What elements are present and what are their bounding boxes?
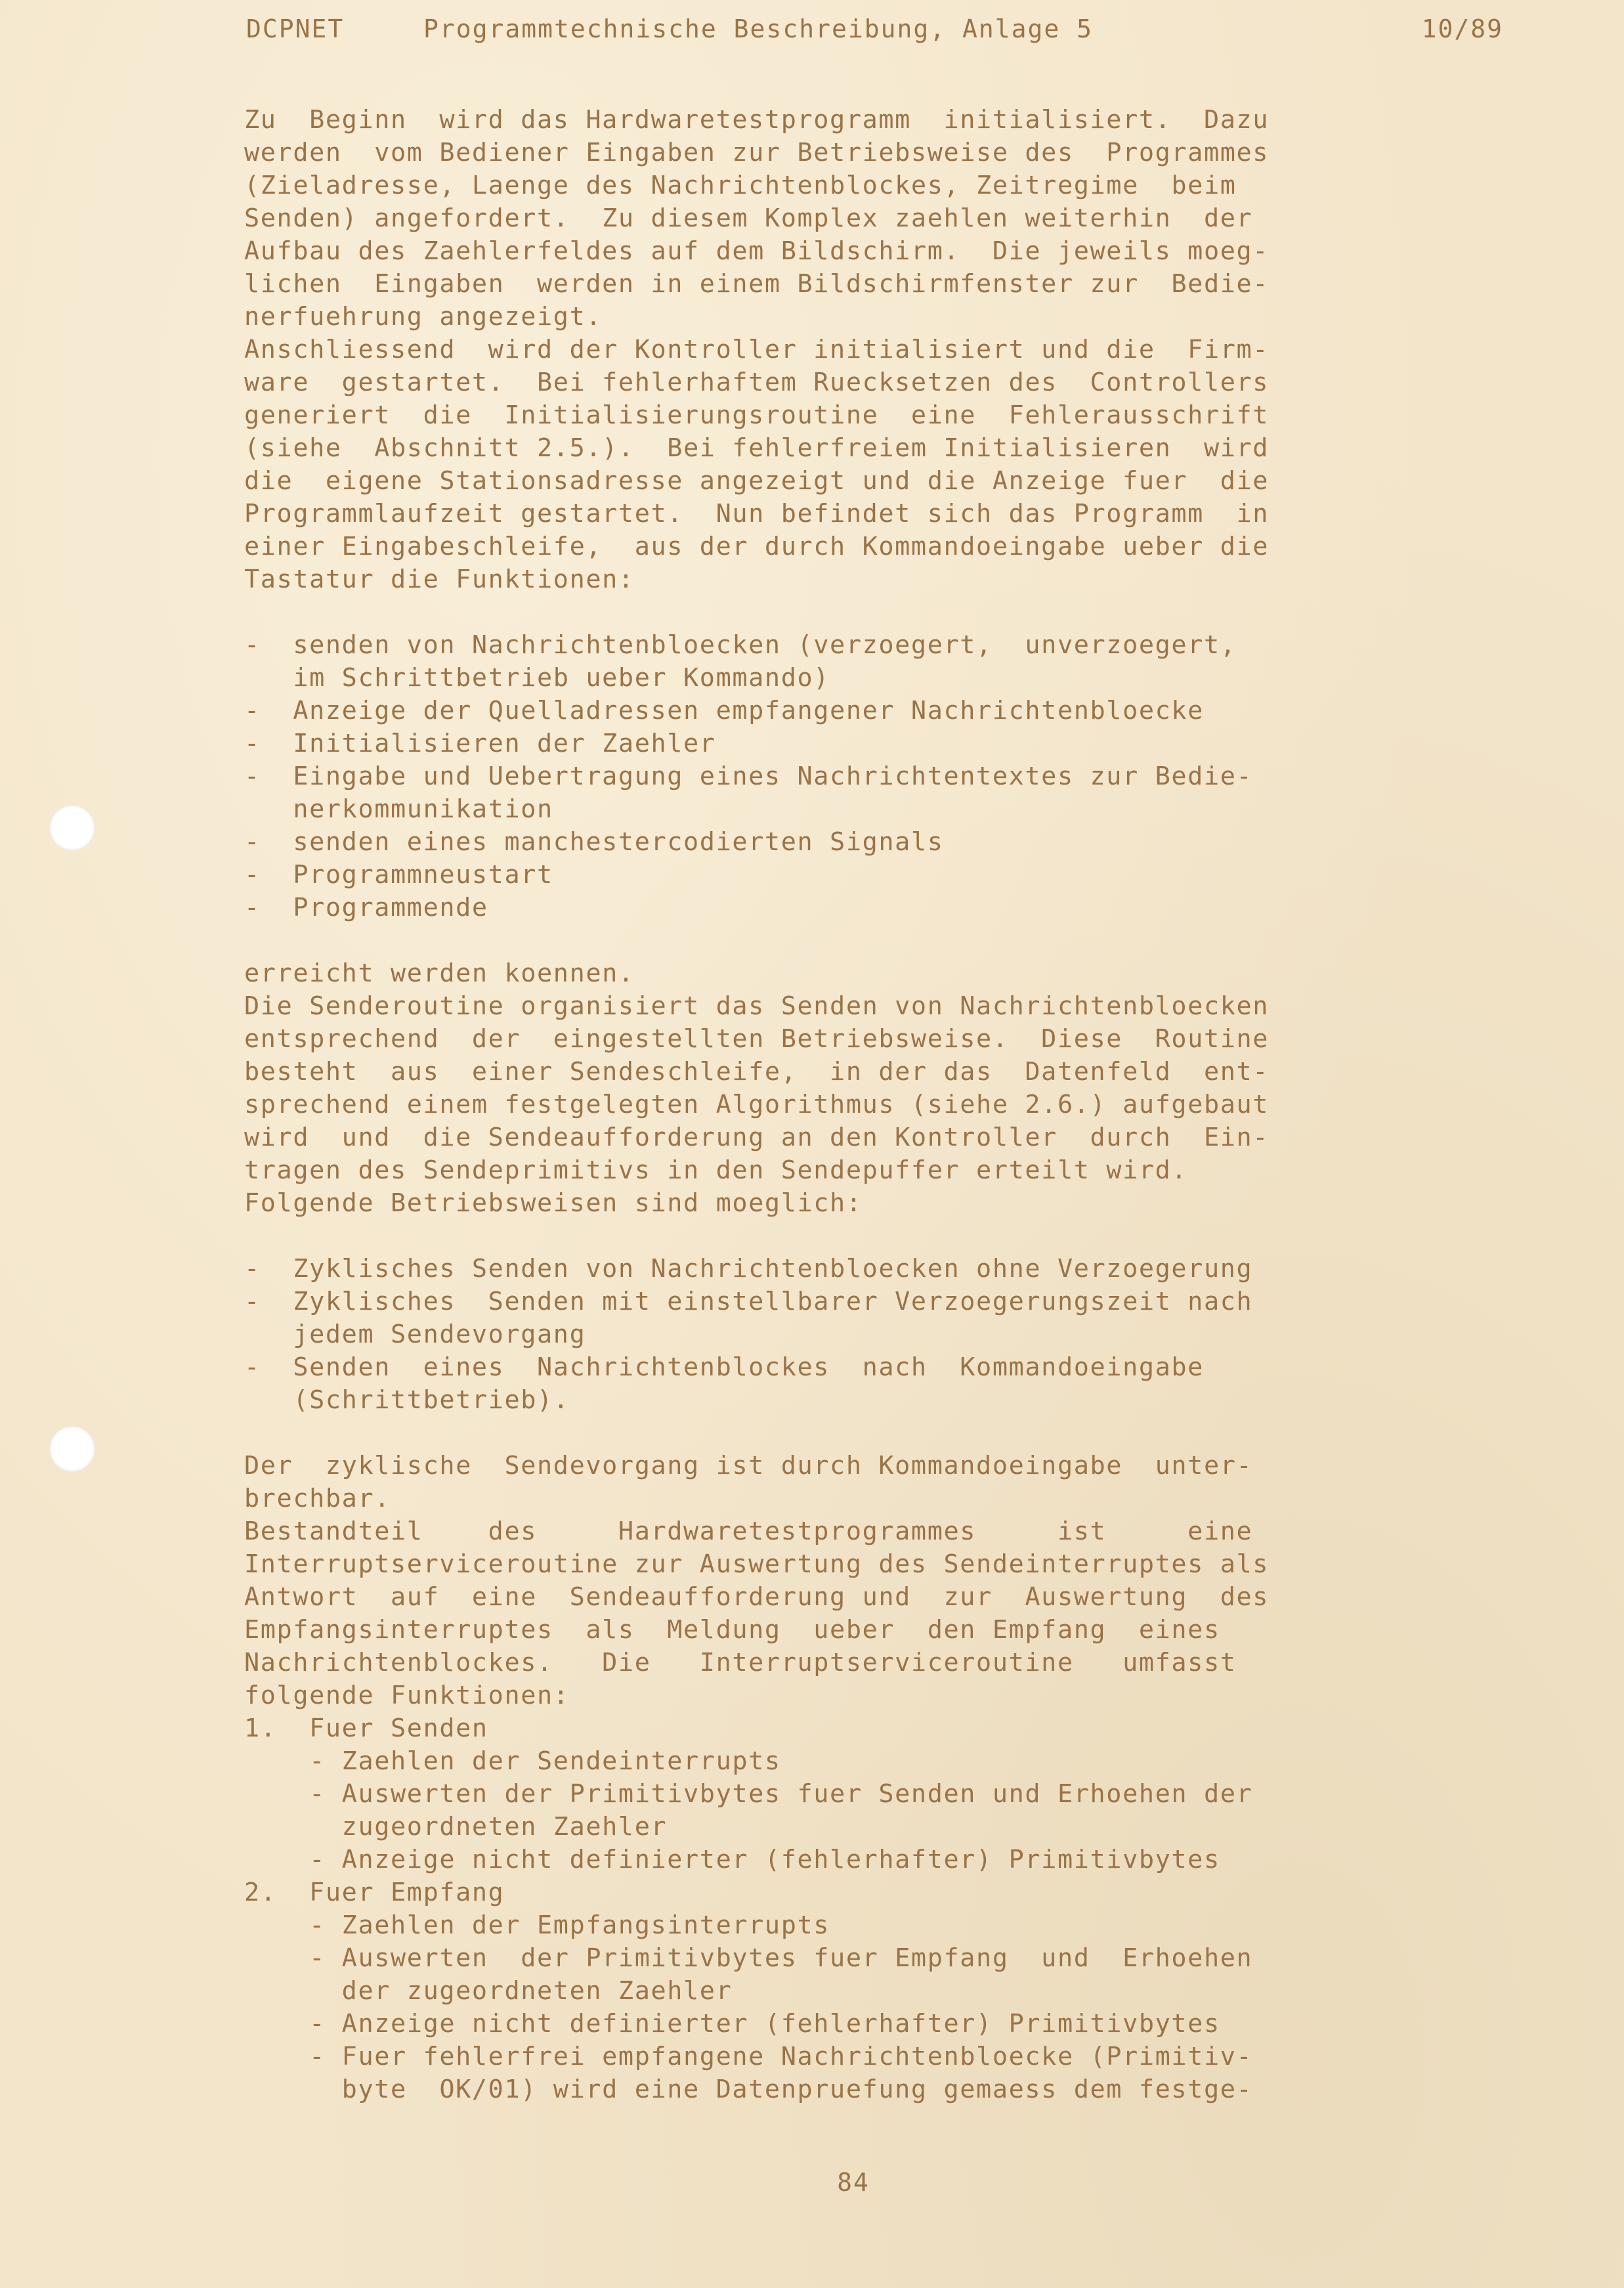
text-line: - Zaehlen der Empfangsinterrupts [244, 1910, 830, 1940]
header-document-title: Programmtechnische Beschreibung, Anlage 5 [423, 14, 1093, 43]
text-line: zugeordneten Zaehler [244, 1812, 668, 1842]
text-line: (Schrittbetrieb). [244, 1385, 570, 1415]
page-number: 84 [837, 2168, 870, 2197]
text-line: - Programmneustart [244, 860, 553, 890]
text-line: Nachrichtenblockes. Die Interruptserviceroutine umfasst [244, 1648, 1237, 1677]
text-line: - Zyklisches Senden von Nachrichtenbloecken ohne Verzoegerung [244, 1254, 1253, 1284]
text-line: wird und die Sendeaufforderung an den Kontroller durch Ein- [244, 1123, 1270, 1152]
text-line: - Zyklisches Senden mit einstellbarer Verzoegerungszeit nach [244, 1287, 1253, 1316]
text-line: Interruptserviceroutine zur Auswertung des Sendeinterruptes als [244, 1549, 1270, 1579]
text-line: werden vom Bediener Eingaben zur Betriebsweise des Programmes [244, 138, 1270, 167]
text-line: - Auswerten der Primitivbytes fuer Senden und Erhoehen der [244, 1779, 1253, 1809]
text-line: 2. Fuer Empfang [244, 1878, 505, 1907]
text-line: sprechend einem festgelegten Algorithmus (siehe 2.6.) aufgebaut [244, 1090, 1270, 1119]
text-line: brechbar. [244, 1484, 391, 1513]
text-line: generiert die Initialisierungsroutine eine Fehlerausschrift [244, 400, 1270, 430]
text-line: - Zaehlen der Sendeinterrupts [244, 1746, 781, 1776]
text-line: - Anzeige der Quelladressen empfangener Nachrichtenbloecke [244, 696, 1204, 725]
text-line: Aufbau des Zaehlerfeldes auf dem Bildschirm. Die jeweils moeg- [244, 236, 1270, 266]
text-line: Antwort auf eine Sendeaufforderung und zur Auswertung des [244, 1582, 1270, 1612]
text-line: Bestandteil des Hardwaretestprogrammes ist eine [244, 1517, 1253, 1546]
text-line: Zu Beginn wird das Hardwaretestprogramm initialisiert. Dazu [244, 105, 1270, 135]
text-line: lichen Eingaben werden in einem Bildschirmfenster zur Bedie- [244, 269, 1270, 299]
text-line: die eigene Stationsadresse angezeigt und die Anzeige fuer die [244, 466, 1270, 496]
header-date: 10/89 [1421, 14, 1503, 43]
text-line: (Zieladresse, Laenge des Nachrichtenblockes, Zeitregime beim [244, 171, 1237, 200]
body-text [244, 104, 1498, 2106]
header-project: DCPNET [246, 14, 345, 43]
text-line: Die Senderoutine organisiert das Senden von Nachrichtenbloecken [244, 991, 1270, 1021]
text-line: nerfuehrung angezeigt. [244, 302, 603, 332]
page-header [246, 9, 1503, 49]
text-line: - Auswerten der Primitivbytes fuer Empfang und Erhoehen [244, 1943, 1253, 1973]
text-line: - Anzeige nicht definierter (fehlerhafter) Primitivbytes [244, 2009, 1220, 2039]
punch-hole-upper [49, 805, 95, 851]
text-line: 1. Fuer Senden [244, 1714, 488, 1743]
text-line: - Initialisieren der Zaehler [244, 729, 716, 758]
text-line: besteht aus einer Sendeschleife, in der das Datenfeld ent- [244, 1057, 1270, 1087]
text-line: ware gestartet. Bei fehlerhaftem Ruecksetzen des Controllers [244, 368, 1270, 397]
text-line: Anschliessend wird der Kontroller initialisiert und die Firm- [244, 335, 1270, 364]
blank-line [244, 596, 1498, 629]
text-line: - senden eines manchestercodierten Signals [244, 827, 944, 857]
text-line: - Senden eines Nachrichtenblockes nach Kommandoeingabe [244, 1352, 1204, 1382]
text-line: Folgende Betriebsweisen sind moeglich: [244, 1188, 863, 1218]
blank-line [244, 924, 1498, 957]
punch-hole-lower [49, 1426, 95, 1472]
text-line: erreicht werden koennen. [244, 959, 635, 988]
blank-line [244, 1220, 1498, 1253]
text-line: tragen des Sendeprimitivs in den Sendepuffer erteilt wird. [244, 1155, 1188, 1185]
text-line: - Anzeige nicht definierter (fehlerhafter) Primitivbytes [244, 1845, 1220, 1874]
text-line: - Fuer fehlerfrei empfangene Nachrichtenbloecke (Primitiv- [244, 2042, 1253, 2071]
text-line: Senden) angefordert. Zu diesem Komplex zaehlen weiterhin der [244, 204, 1253, 233]
text-line: Der zyklische Sendevorgang ist durch Kommandoeingabe unter- [244, 1451, 1253, 1480]
text-line: - senden von Nachrichtenbloecken (verzoegert, unverzoegert, [244, 630, 1237, 660]
text-line: Programmlaufzeit gestartet. Nun befindet sich das Programm in [244, 499, 1270, 529]
text-line: Tastatur die Funktionen: [244, 565, 635, 594]
text-line: im Schrittbetrieb ueber Kommando) [244, 663, 830, 693]
text-line: (siehe Abschnitt 2.5.). Bei fehlerfreiem Initialisieren wird [244, 433, 1270, 463]
text-line: - Programmende [244, 893, 488, 922]
text-line: einer Eingabeschleife, aus der durch Kommandoeingabe ueber die [244, 532, 1270, 561]
blank-line [244, 1417, 1498, 1450]
text-line: - Eingabe und Uebertragung eines Nachrichtentextes zur Bedie- [244, 762, 1253, 791]
text-line: jedem Sendevorgang [244, 1320, 586, 1349]
text-line: folgende Funktionen: [244, 1681, 570, 1710]
text-line: entsprechend der eingestellten Betriebsweise. Diese Routine [244, 1024, 1270, 1054]
text-line: byte OK/01) wird eine Datenpruefung gemaess dem festge- [244, 2075, 1253, 2104]
text-line: Empfangsinterruptes als Meldung ueber den Empfang eines [244, 1615, 1220, 1645]
text-line: der zugeordneten Zaehler [244, 1976, 733, 2006]
text-line: nerkommunikation [244, 794, 553, 824]
